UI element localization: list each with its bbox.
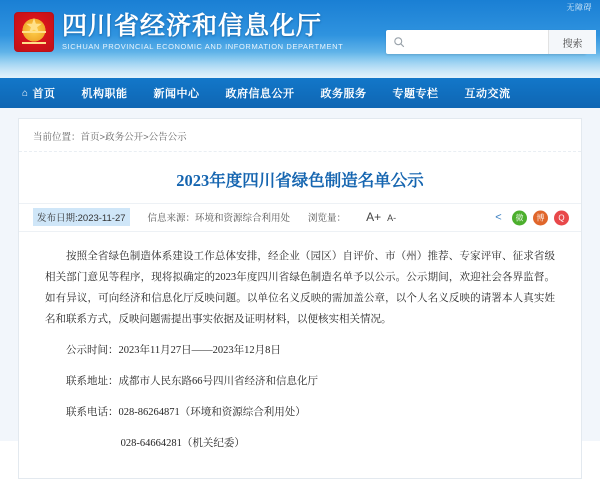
field-publicity-period-value: 2023年11月27日——2023年12月8日 xyxy=(118,345,281,357)
nav-item-home-label: 首页 xyxy=(32,88,56,100)
search-icon xyxy=(386,36,412,48)
font-increase-button[interactable]: A+ xyxy=(366,210,382,225)
nav-item-interaction[interactable]: 互动交流 xyxy=(464,88,511,100)
breadcrumb-prefix: 当前位置： xyxy=(33,132,81,143)
accessibility-link[interactable]: 无障碍 xyxy=(566,3,592,12)
share-icon[interactable]: < xyxy=(495,211,502,224)
nav-item-services[interactable]: 政务服务 xyxy=(320,88,367,100)
main-navigation[interactable] xyxy=(0,78,600,108)
field-phone-secondary-value: 028-64664281（机关纪委） xyxy=(120,438,245,450)
home-icon: ⌂ xyxy=(22,87,29,99)
breadcrumb-item-gov[interactable]: 政务公开 xyxy=(105,132,144,143)
brand-text xyxy=(62,13,343,52)
article-paragraph: 按照全省绿色制造体系建设工作总体安排，经企业（园区）自评价、市（州）推荐、专家评审、征求省级相关部门意见等程序，现将拟确定的2023年度四川省绿色制造名单予以公示。公示期间，欢迎社会各界监督。如有异议，可向经济和信息化厅反映问题。以单位名义反映的需加盖公章，以个人名义反映的请署本人真实姓名和联系方式，反映问题需提出事实依据及证明材料，以便核实相关情况。 xyxy=(45,251,555,326)
qq-icon[interactable]: Q xyxy=(554,210,569,225)
share-bar[interactable] xyxy=(491,210,569,225)
site-brand[interactable] xyxy=(14,12,343,52)
nav-item-home[interactable] xyxy=(22,85,56,101)
page-title: 2023年度四川省绿色制造名单公示 xyxy=(176,171,424,190)
view-count: 浏览量： xyxy=(308,213,347,225)
breadcrumb xyxy=(19,119,581,152)
content-wrap xyxy=(0,108,600,479)
field-address-value: 成都市人民东路66号四川省经济和信息化厅 xyxy=(118,376,318,388)
field-phone xyxy=(45,402,555,423)
nav-item-news[interactable]: 新闻中心 xyxy=(153,88,200,100)
article-source: 信息来源：环境和资源综合利用处 xyxy=(147,213,291,225)
search-button[interactable]: 搜索 xyxy=(548,30,596,54)
weibo-icon[interactable]: 博 xyxy=(533,210,548,225)
field-phone-secondary xyxy=(45,433,555,454)
wechat-icon[interactable]: 微 xyxy=(512,210,527,225)
font-size-controls[interactable] xyxy=(366,210,396,224)
field-phone-label: 联系电话： xyxy=(66,407,119,419)
nav-item-topics[interactable]: 专题专栏 xyxy=(392,88,439,100)
national-emblem-icon xyxy=(14,12,54,52)
article-body xyxy=(19,232,581,454)
breadcrumb-sep-1: > xyxy=(99,132,106,143)
font-decrease-button[interactable]: A- xyxy=(387,213,397,224)
site-title-en: SICHUAN PROVINCIAL ECONOMIC AND INFORMATION DEPARTMENT xyxy=(62,42,344,52)
nav-item-gov-info[interactable]: 政府信息公开 xyxy=(225,88,295,100)
field-address xyxy=(45,371,555,392)
breadcrumb-sep-2: > xyxy=(143,132,149,143)
field-phone-value: 028-86264871（环境和资源综合利用处） xyxy=(118,407,306,419)
article-card xyxy=(18,118,582,479)
breadcrumb-item-home[interactable]: 首页 xyxy=(80,132,100,143)
nav-item-functions[interactable]: 机构职能 xyxy=(81,88,128,100)
field-publicity-period xyxy=(45,340,555,361)
site-title-cn: 四川省经济和信息化厅 xyxy=(62,12,323,40)
article-meta xyxy=(19,203,581,232)
field-publicity-period-label: 公示时间： xyxy=(66,345,119,357)
breadcrumb-item-notice[interactable]: 公告公示 xyxy=(148,132,187,143)
publish-date: 发布日期:2023-11-27 xyxy=(33,208,130,226)
search-input[interactable] xyxy=(412,31,548,53)
search-box[interactable] xyxy=(386,30,586,54)
field-address-label: 联系地址： xyxy=(66,376,119,388)
site-header xyxy=(0,0,600,78)
